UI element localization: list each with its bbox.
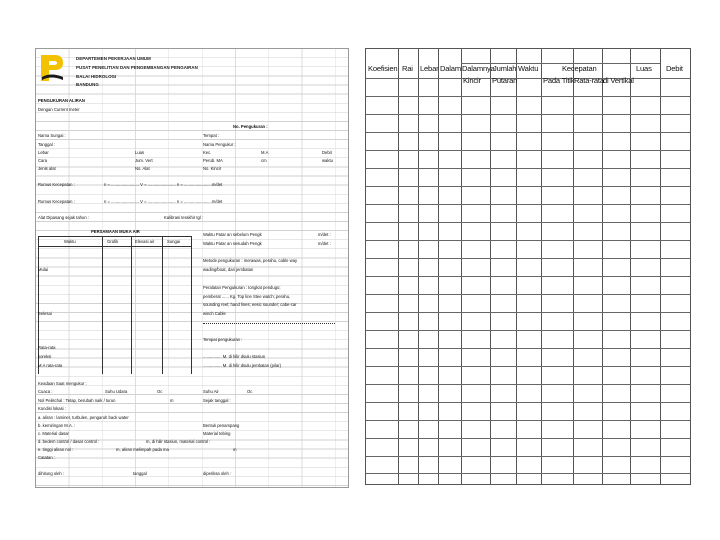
suhu-air-label: Suhu Air xyxy=(203,389,219,394)
tanggal-bottom-label: tanggal xyxy=(133,471,147,476)
m-unit: m xyxy=(170,398,174,403)
header-rata-rata: Rata-rata xyxy=(574,76,604,85)
keadaan-label: Keadaan Saat mengukur : xyxy=(38,381,87,386)
table-row-rule xyxy=(366,132,690,133)
oc-1: Oc xyxy=(157,389,163,394)
table-row-rule xyxy=(366,150,690,151)
water-table-row-ma-rata: M.A rata-rata xyxy=(38,363,63,368)
water-table-col-rule xyxy=(102,236,103,374)
water-table-col-rule xyxy=(131,236,132,374)
material-tebing-label: Material tebing xyxy=(203,431,231,436)
table-row-rule xyxy=(366,258,690,259)
metode-line-2: wading/boat, dari jembatan xyxy=(203,267,254,272)
debit-label: Debit xyxy=(322,150,332,155)
measurement-data-table xyxy=(365,48,691,485)
table-row-rule xyxy=(366,473,690,474)
luas-label: Luas xyxy=(135,150,145,155)
water-table-row-rata: Rata-rata xyxy=(38,345,56,350)
header-rai: Rai xyxy=(402,64,413,73)
header-di-vertikal: di Vertikal xyxy=(603,76,634,85)
water-table-top-rule xyxy=(38,236,191,237)
kec-label: Kec. xyxy=(203,150,212,155)
nama-sungai-label: Nama Sungai : xyxy=(38,133,66,138)
table-row-rule xyxy=(366,420,690,421)
header-luas: Luas xyxy=(636,64,652,73)
dihilir-label: ................ M. di hilir dsulu stasiun xyxy=(203,354,266,359)
alat-dipasang-label: Alat Dipasang sejak tahun : xyxy=(38,215,89,220)
water-table-header-rule xyxy=(38,246,191,247)
cm-label: cm xyxy=(261,158,267,163)
m-aliran-label: m, aliran melimpah pada ma xyxy=(116,447,169,452)
water-table-col-grafik: Grafik xyxy=(107,239,119,244)
peralatan-line-2: pemberat ...... Kg. Top line Stee watch; perahu, xyxy=(203,294,291,299)
header-kecepatan: Kecepatan xyxy=(562,64,597,73)
m-hilir-label: m, di hilir stasiun, material control : xyxy=(146,439,211,444)
kalibrasi-label: Kalibrasi terakhir tgl : xyxy=(164,215,204,220)
water-table-row-koreksi: koreksi xyxy=(38,354,52,359)
kondisi-label: Kondisi lokasi : xyxy=(38,406,66,411)
table-row-rule xyxy=(366,96,690,97)
header-lebar: Lebar xyxy=(420,64,439,73)
table-row-rule xyxy=(366,240,690,241)
diperiksa-label: diperiksa oleh : xyxy=(203,471,232,476)
peralatan-dotted-line xyxy=(203,323,335,324)
waktu-sesudah-label: Waktu Patar an sesudah Pengk xyxy=(203,241,262,246)
table-row-rule xyxy=(366,276,690,277)
waktu-sebelum-unit: m/det : xyxy=(318,232,331,237)
table-row-rule xyxy=(366,204,690,205)
waktu-sesudah-unit: m/det : xyxy=(318,241,331,246)
header-line-2: PUSAT PENELITIAN DAN PENGEMBANGAN PENGAIRAN xyxy=(76,65,198,70)
lebar-label: Lebar xyxy=(38,150,49,155)
nama-pengukur-label: Nama Pengukur : xyxy=(203,142,236,147)
header-waktu: Waktu xyxy=(518,64,539,73)
header-pada-titik: Pada Titik xyxy=(543,76,575,85)
table-row-rule xyxy=(366,114,690,115)
header-jumlah: Jumlah xyxy=(493,64,517,73)
header-kincir: Kincir xyxy=(463,76,481,85)
tempat-pengukuran-label: Tempat pengukuran : xyxy=(203,337,243,342)
bedem-label: d. bedem control / dasar control : xyxy=(38,439,100,444)
tempat-label: Tempat : xyxy=(203,133,220,138)
water-table-title: PERSAMAAN MUKA AIR xyxy=(91,229,140,234)
header-debit: Debit xyxy=(666,64,683,73)
cuaca-label: Cuaca : xyxy=(38,389,53,394)
table-row-rule xyxy=(366,438,690,439)
ministry-logo-icon xyxy=(39,53,67,83)
table-row-rule xyxy=(366,78,690,79)
nol-peilschal-label: Nol Peilschal : Tetap, berubah naik / turun xyxy=(38,398,116,403)
waktu-label: waktu xyxy=(322,158,333,163)
water-table-col-elevasi: Elevasi air xyxy=(135,239,155,244)
tanggal-label: Tanggal : xyxy=(38,142,55,147)
dihulu-label: ................ M. di hilir dsulu jembatan (pilar) xyxy=(203,363,281,368)
table-row-rule xyxy=(366,312,690,313)
rumus-line-2: n = ........................ V = ........................ n = ........................m/det xyxy=(104,199,223,204)
no-alat-label: No. Alat xyxy=(135,166,150,171)
jenis-alat-label: Jenis alat xyxy=(38,166,56,171)
ma-label: M.A xyxy=(261,150,269,155)
no-kincir-label: No. Kincir xyxy=(203,166,222,171)
suhu-udara-label: Suhu Udara xyxy=(105,389,128,394)
header-line-1: DEPARTEMEN PEKERJAAN UMUM xyxy=(76,56,151,61)
waktu-sebelum-label: Waktu Patar an sebelum Pengk xyxy=(203,232,262,237)
table-row-rule xyxy=(366,330,690,331)
kemiringan-label: b. kemiringan M.A. : xyxy=(38,423,76,428)
form-title: PENGUKURAN ALIRAN xyxy=(38,98,85,103)
table-row-rule xyxy=(366,294,690,295)
peralatan-line-4: winch Cable xyxy=(203,311,226,316)
sejak-label: Sejak tanggal : xyxy=(203,398,231,403)
cara-label: Cara xyxy=(38,158,48,163)
metode-label: Metode pengukuran : merawas, perahu, cable way xyxy=(203,258,298,263)
peralatan-line-3: sounding reel; hand lines; eesic sounder; cabe-car xyxy=(203,302,297,307)
header-line-3: BALAI HIDROLOGI xyxy=(76,74,117,79)
table-row-rule xyxy=(366,402,690,403)
header-dalam: Dalam xyxy=(440,64,461,73)
peralatan-label: Peralatan Pengukuran : tongkat pendugo; xyxy=(203,285,281,290)
dihitung-label: dihitung oleh : xyxy=(38,471,65,476)
form-subtitle: Dengan Current meter xyxy=(38,107,80,112)
water-table-col-rule xyxy=(162,236,163,374)
table-row-rule xyxy=(366,384,690,385)
header-putaran: Putaran xyxy=(492,76,518,85)
jum-vert-label: Jum. Vert xyxy=(135,158,153,163)
bentuk-label: Bentuk penampang xyxy=(203,423,240,428)
material-dasar-label: c. Material dasar xyxy=(38,431,69,436)
water-table-col-sungai: Sungai xyxy=(167,239,181,244)
rumus-kecepatan-1-label: Rumus Kecepatan : xyxy=(38,182,75,187)
table-row-rule xyxy=(366,186,690,187)
no-pengukuran-label: No. Pengukuran : xyxy=(233,124,268,129)
header-koefisien: Koefisien xyxy=(368,64,398,73)
water-table-col-waktu: Waktu xyxy=(64,239,76,244)
water-table-row-selesai: Selesai xyxy=(38,311,52,316)
rumus-line-1: n = ........................ V = ........................ n = ........................m/det xyxy=(104,182,223,187)
water-table-right-rule xyxy=(191,236,192,374)
table-row-rule xyxy=(366,366,690,367)
aliran-label: a. aliran : laminer, turbulen, pengaruh back water xyxy=(38,415,129,420)
rumus-kecepatan-2-label: Rumus Kecepatan : xyxy=(38,199,75,204)
catatan-label: Catatan : xyxy=(38,455,55,460)
oc-2: Oc xyxy=(247,389,253,394)
table-row-rule xyxy=(366,168,690,169)
measurement-form-sheet xyxy=(35,48,349,488)
tinggi-label: e. tinggi aliran nol : xyxy=(38,447,74,452)
perub-ma-label: Perub. MA xyxy=(203,158,223,163)
table-row-rule xyxy=(366,222,690,223)
table-row-rule xyxy=(366,456,690,457)
table-row-rule xyxy=(366,348,690,349)
header-line-4: BANDUNG xyxy=(76,82,99,87)
header-dalamnya: Dalamnya xyxy=(462,64,495,73)
water-table-row-mulai: Mulai xyxy=(38,267,49,272)
m-unit-2: m xyxy=(233,447,237,452)
